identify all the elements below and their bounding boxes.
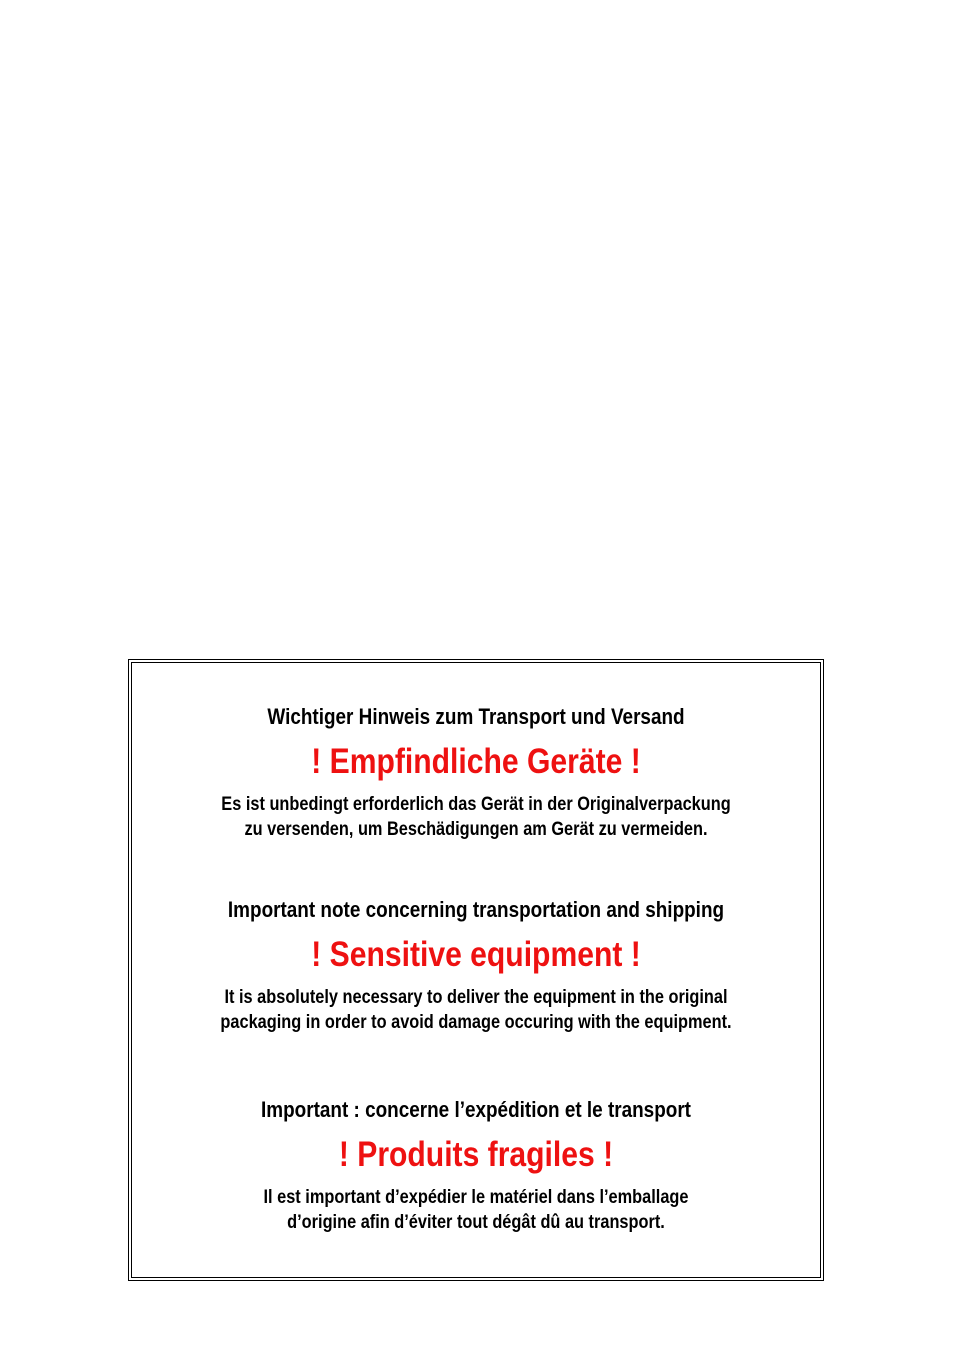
shipping-notice-inner-frame <box>131 662 821 1278</box>
notice-body-german-line-2: zu versenden, um Beschädigungen am Gerät zu vermeiden. <box>244 819 708 840</box>
notice-body-french-line-2: d’origine afin d’éviter tout dégât dû au transport. <box>287 1212 665 1233</box>
notice-heading-german: Wichtiger Hinweis zum Transport und Versand <box>267 704 685 729</box>
shipping-notice-box <box>128 659 824 1281</box>
notice-body-french-line-1: Il est important d’expédier le matériel dans l’emballage <box>263 1187 689 1208</box>
notice-section-german <box>132 704 820 842</box>
notice-section-french <box>132 1097 820 1235</box>
notice-body-english-line-2: packaging in order to avoid damage occuring with the equipment. <box>220 1012 732 1033</box>
notice-body-english-line-1: It is absolutely necessary to deliver the equipment in the original <box>224 987 728 1008</box>
notice-heading-french: Important : concerne l’expédition et le transport <box>261 1097 691 1122</box>
notice-body-french <box>180 1185 772 1235</box>
notice-body-german-line-1: Es ist unbedingt erforderlich das Gerät in der Originalverpackung <box>221 794 731 815</box>
notice-section-english <box>132 897 820 1035</box>
notice-body-german <box>180 792 772 842</box>
notice-title-english: ! Sensitive equipment ! <box>311 935 641 974</box>
notice-title-german: ! Empfindliche Geräte ! <box>311 742 641 781</box>
notice-heading-english: Important note concerning transportation and shipping <box>227 897 725 922</box>
notice-title-french: ! Produits fragiles ! <box>338 1135 614 1174</box>
notice-body-english <box>180 985 772 1035</box>
